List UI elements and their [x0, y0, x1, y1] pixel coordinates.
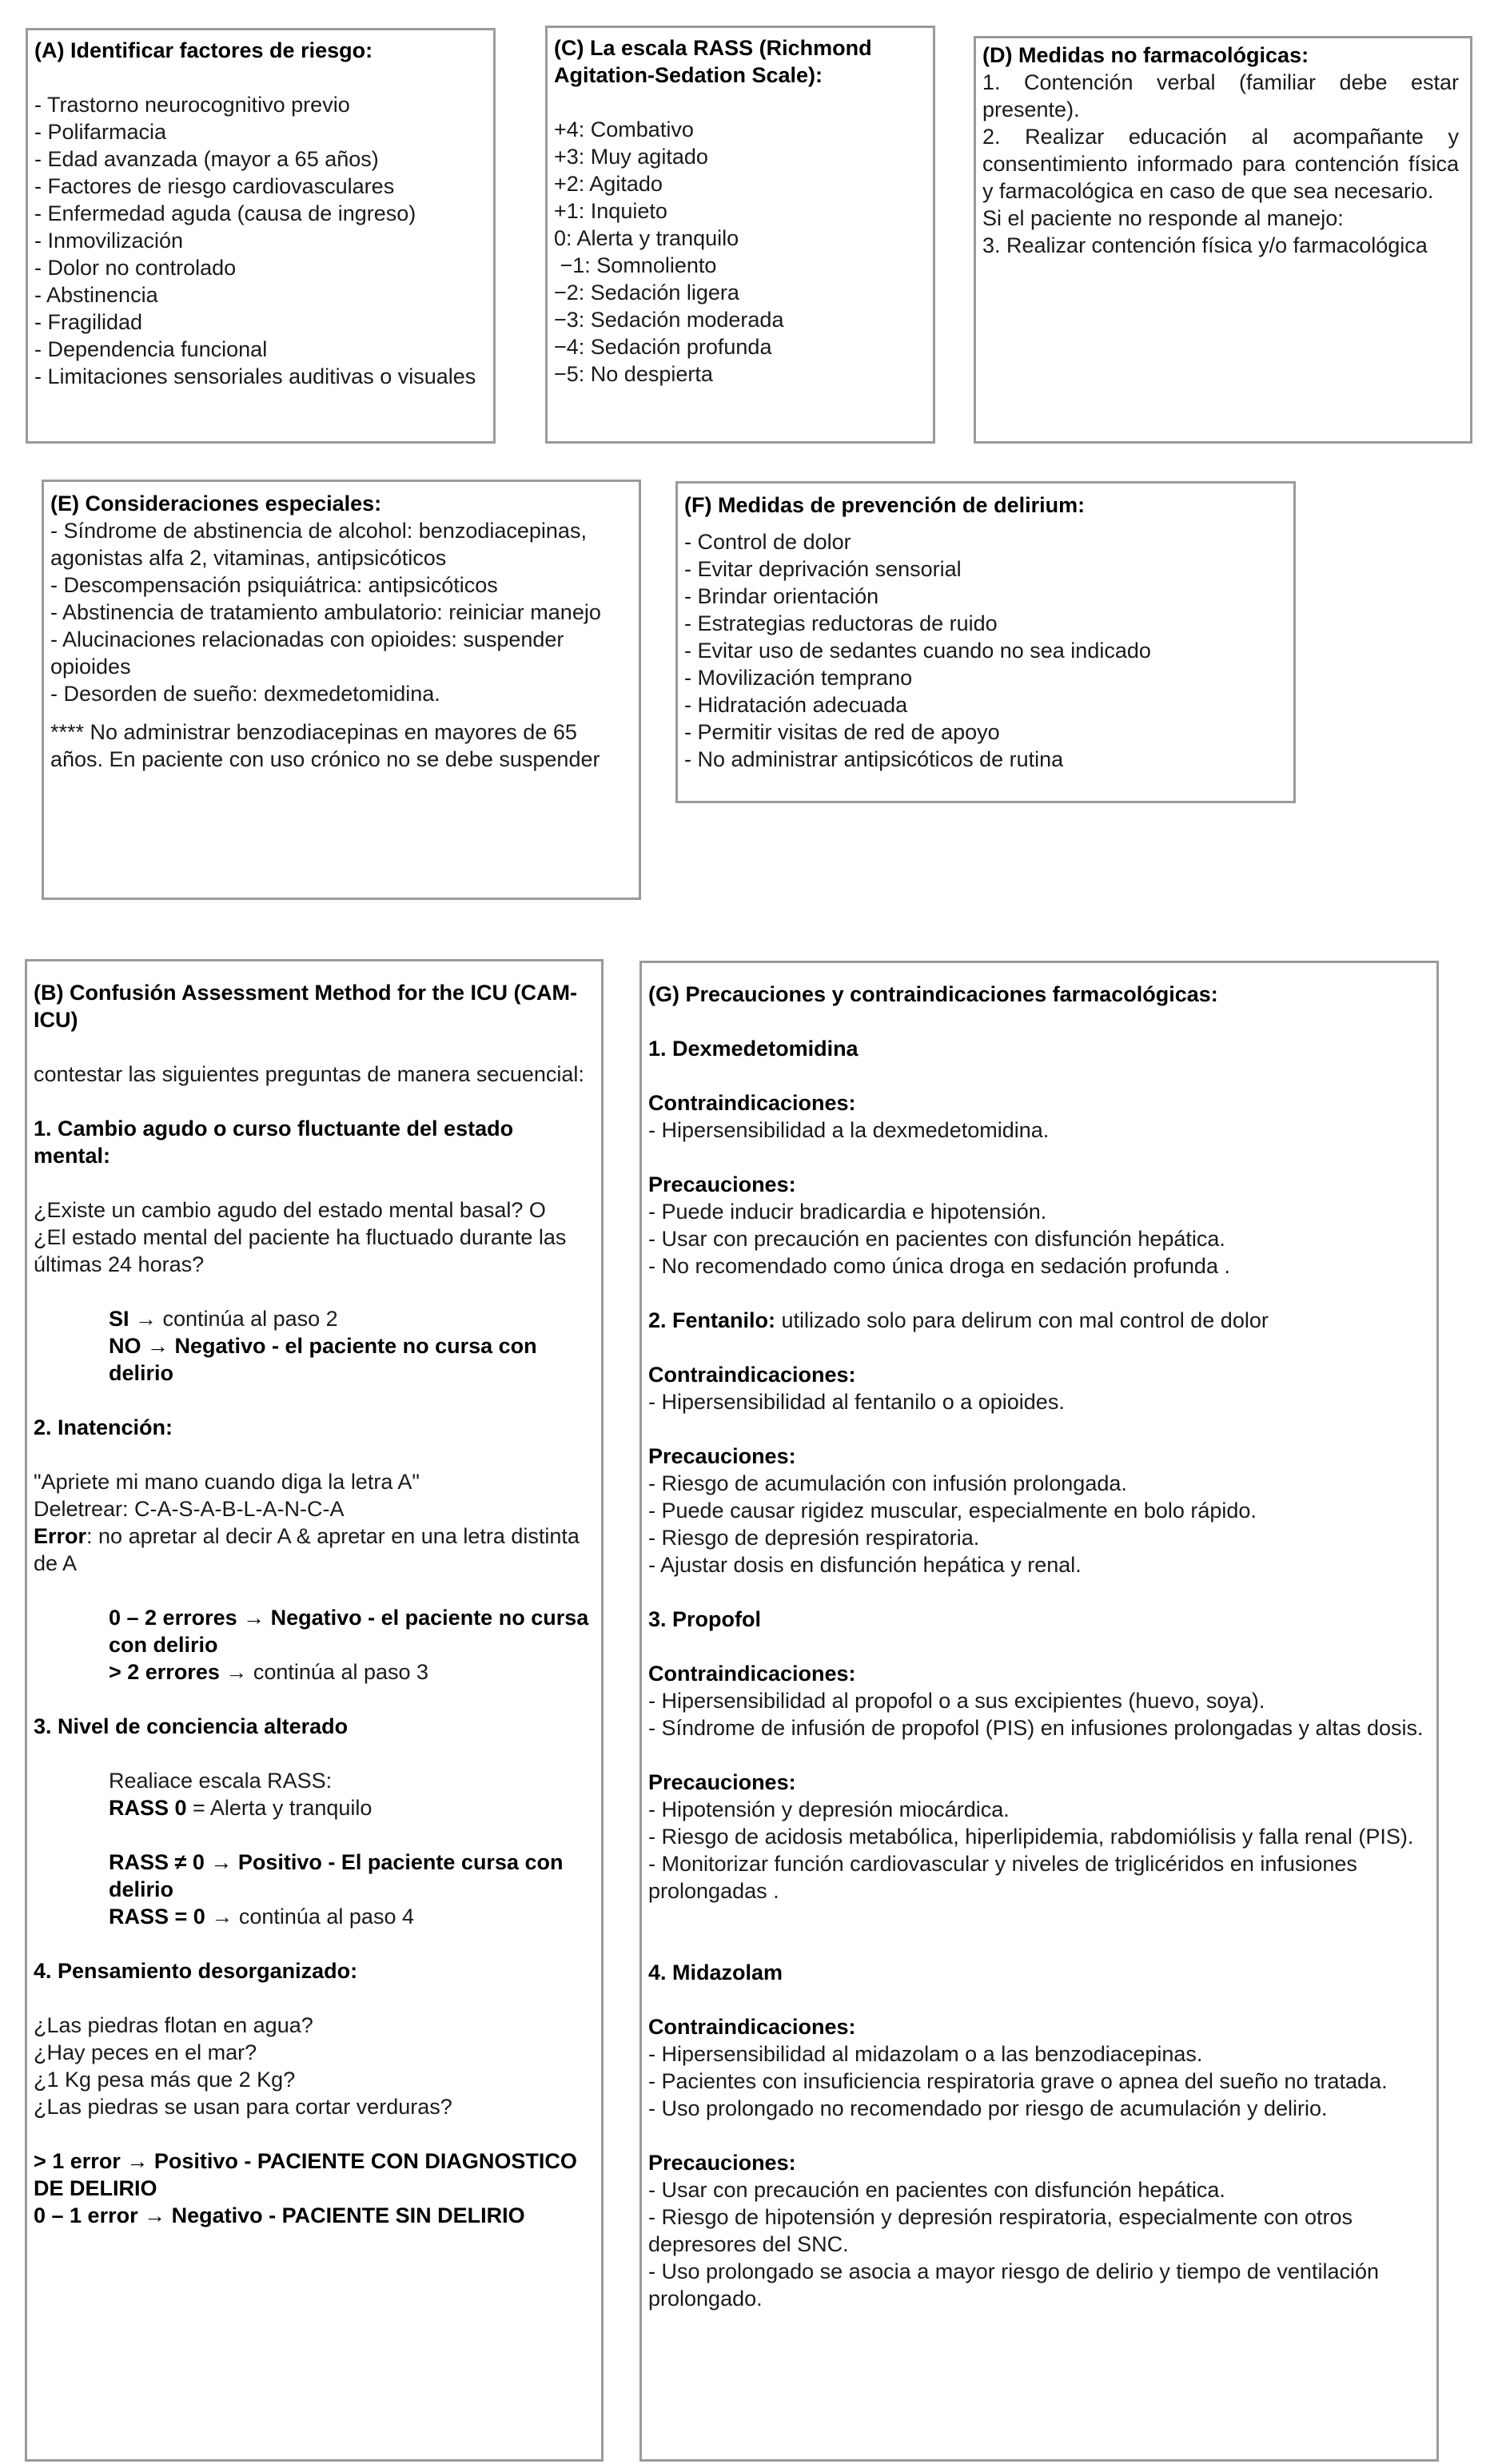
contraindication-item: - Hipersensibilidad a la dexmedetomidina.	[648, 1118, 1050, 1142]
consideration-item: - Desorden de sueño: dexmedetomidina.	[50, 682, 440, 706]
yes-text: → continúa al paso 2	[129, 1307, 338, 1331]
rass-level: −1: Somnoliento	[554, 253, 717, 277]
drug-name: 4. Midazolam	[648, 1960, 783, 1984]
error-text: : no apretar al decir A & apretar en una letra distinta de A	[34, 1524, 580, 1575]
prevention-item: - No administrar antipsicóticos de rutina	[684, 747, 1064, 771]
list-item: - Dependencia funcional	[34, 337, 268, 361]
list-item: - Inmovilización	[34, 229, 184, 253]
prevention-item: - Estrategias reductoras de ruido	[684, 611, 998, 635]
precaution-item: - Hipotensión y depresión miocárdica.	[648, 1797, 1010, 1821]
step4-question: ¿Las piedras flotan en agua?	[34, 2013, 313, 2037]
step1-yes-outcome	[109, 1305, 595, 1332]
precaution-item: - Usar con precaución en pacientes con disfunción hepática.	[648, 2178, 1225, 2202]
risk-factors-title: (A) Identificar factores de riesgo:	[34, 38, 373, 62]
step1-no-outcome: NO → Negativo - el paciente no cursa con delirio	[109, 1334, 537, 1385]
cam-icu-box	[25, 959, 604, 2462]
step3-continue-outcome	[109, 1903, 595, 1930]
step3-instruction: Realiace escala RASS:	[109, 1769, 333, 1793]
prevention-item: - Brindar orientación	[684, 584, 879, 608]
contraindication-item: - Hipersensibilidad al midazolam o a las benzodiacepinas.	[648, 2042, 1203, 2066]
prevention-item: - Evitar uso de sedantes cuando no sea indicado	[684, 639, 1151, 663]
step4-positive-outcome: > 1 error → Positivo - PACIENTE CON DIAGNOSTICO DE DELIRIO	[34, 2149, 577, 2200]
consideration-item: - Síndrome de abstinencia de alcohol: benzodiacepinas, agonistas alfa 2, vitaminas, antipsicóticos	[50, 519, 587, 570]
step4-question: ¿1 Kg pesa más que 2 Kg?	[34, 2068, 296, 2092]
non-pharmacological-box	[974, 36, 1472, 444]
drug-section-dexmedetomidina	[648, 1035, 1430, 1307]
continue-text: → continúa al paso 3	[219, 1660, 429, 1684]
list-item: - Limitaciones sensoriales auditivas o visuales	[34, 364, 476, 388]
rass-level: +2: Agitado	[554, 172, 663, 196]
contraindication-item: - Síndrome de infusión de propofol (PIS) en infusiones prolongadas y altas dosis.	[648, 1716, 1424, 1740]
continue-text: → continúa al paso 4	[205, 1905, 414, 1929]
step2-heading: 2. Inatención:	[34, 1415, 173, 1439]
continue-label: RASS = 0	[109, 1905, 205, 1929]
rass-level: +4: Combativo	[554, 117, 694, 141]
step2-instruction: "Apriete mi mano cuando diga la letra A"	[34, 1470, 420, 1494]
risk-factors-box	[26, 28, 496, 444]
delirium-prevention-box	[675, 481, 1296, 803]
rass0-label: RASS 0	[109, 1796, 187, 1820]
precaution-item: - Riesgo de depresión respiratoria.	[648, 1526, 980, 1550]
consideration-item: - Descompensación psiquiátrica: antipsicóticos	[50, 573, 498, 597]
step2-negative-outcome: 0 – 2 errores → Negativo - el paciente no cursa con delirio	[109, 1606, 589, 1657]
contraindication-item: - Hipersensibilidad al fentanilo o a opioides.	[648, 1390, 1065, 1414]
pharmacological-precautions-title: (G) Precauciones y contraindicaciones farmacológicas:	[648, 982, 1218, 1006]
precaution-item: - Riesgo de acidosis metabólica, hiperlipidemia, rabdomiólisis y falla renal (PIS).	[648, 1825, 1414, 1849]
list-item: - Factores de riesgo cardiovasculares	[34, 174, 395, 198]
precaution-item: - Riesgo de hipotensión y depresión respiratoria, especialmente con otros depresores del SNC.	[648, 2205, 1353, 2256]
contraindication-item: - Uso prolongado no recomendado por riesgo de acumulación y delirio.	[648, 2096, 1328, 2120]
contraindications-label: Contraindicaciones:	[648, 1662, 856, 1686]
precaution-item: - Uso prolongado se asocia a mayor riesgo de delirio y tiempo de ventilación prolongado.	[648, 2259, 1379, 2311]
drug-name: 3. Propofol	[648, 1607, 761, 1631]
contraindications-label: Contraindicaciones:	[648, 1363, 856, 1387]
step4-heading: 4. Pensamiento desorganizado:	[34, 1959, 358, 1983]
step4-question: ¿Las piedras se usan para cortar verduras?	[34, 2095, 452, 2119]
step3-rass0	[109, 1794, 595, 1821]
rass-level: +1: Inquieto	[554, 199, 667, 223]
list-item: - Abstinencia	[34, 283, 158, 307]
drug-name: 1. Dexmedetomidina	[648, 1037, 859, 1061]
contraindication-item: - Hipersensibilidad al propofol o a sus excipientes (huevo, soya).	[648, 1689, 1265, 1713]
contraindications-label: Contraindicaciones:	[648, 2015, 856, 2039]
yes-label: SI	[109, 1307, 129, 1331]
rass-scale-list	[554, 116, 926, 388]
drug-section-midazolam	[648, 1959, 1430, 2312]
step2-error-definition	[34, 1523, 595, 1577]
list-item: - Dolor no controlado	[34, 256, 237, 280]
precautions-label: Precauciones:	[648, 1172, 796, 1196]
rass-level: 0: Alerta y tranquilo	[554, 226, 739, 250]
precaution-item: - Ajustar dosis en disfunción hepática y renal.	[648, 1553, 1082, 1577]
continue-label: > 2 errores	[109, 1660, 220, 1684]
precaution-item: - No recomendado como única droga en sedación profunda .	[648, 1254, 1230, 1278]
consideration-item: - Abstinencia de tratamiento ambulatorio: reiniciar manejo	[50, 600, 601, 624]
list-item: - Enfermedad aguda (causa de ingreso)	[34, 201, 416, 225]
precautions-label: Precauciones:	[648, 1444, 796, 1468]
drug-section-fentanilo	[648, 1307, 1430, 1606]
rass-level: −2: Sedación ligera	[554, 281, 739, 305]
rass0-text: = Alerta y tranquilo	[186, 1796, 373, 1820]
benzodiazepine-note: **** No administrar benzodiacepinas en mayores de 65 años. En paciente con uso crónico no se debe suspender	[50, 720, 600, 771]
list-item: - Edad avanzada (mayor a 65 años)	[34, 147, 379, 171]
special-considerations-title: (E) Consideraciones especiales:	[50, 492, 382, 515]
rass-level: −4: Sedación profunda	[554, 335, 772, 359]
list-item: - Fragilidad	[34, 310, 143, 334]
precaution-item: - Puede causar rigidez muscular, especialmente en bolo rápido.	[648, 1499, 1257, 1523]
list-item: - Polifarmacia	[34, 120, 167, 144]
cam-icu-title: (B) Confusión Assessment Method for the ICU (CAM-ICU)	[34, 981, 577, 1032]
rass-scale-box	[545, 26, 935, 444]
step2-continue-outcome	[109, 1658, 595, 1686]
step1-heading: 1. Cambio agudo o curso fluctuante del estado mental:	[34, 1117, 514, 1168]
rass-level: −3: Sedación moderada	[554, 308, 784, 332]
measure-item: 2. Realizar educación al acompañante y consentimiento informado para contención física y farmacológica en caso de que sea necesario.	[982, 125, 1459, 203]
step1-question: ¿El estado mental del paciente ha fluctuado durante las últimas 24 horas?	[34, 1225, 567, 1276]
cam-icu-intro: contestar las siguientes preguntas de manera secuencial:	[34, 1062, 584, 1086]
prevention-item: - Control de dolor	[684, 530, 851, 554]
drug-note: utilizado solo para delirum con mal control de dolor	[775, 1308, 1269, 1332]
rass-level: +3: Muy agitado	[554, 145, 708, 169]
prevention-item: - Hidratación adecuada	[684, 693, 908, 717]
non-pharmacological-title: (D) Medidas no farmacológicas:	[982, 43, 1309, 67]
rass-level: −5: No despierta	[554, 362, 713, 386]
prevention-item: - Movilización temprano	[684, 666, 913, 690]
precaution-item: - Usar con precaución en pacientes con disfunción hepática.	[648, 1227, 1225, 1251]
measure-item: 1. Contención verbal (familiar debe estar presente).	[982, 70, 1459, 121]
precaution-item: - Monitorizar función cardiovascular y niveles de triglicéridos en infusiones prolongadas .	[648, 1852, 1357, 1903]
rass-scale-title: (C) La escala RASS (Richmond Agitation-Sedation Scale):	[554, 36, 872, 87]
step2-spell: Deletrear: C-A-S-A-B-L-A-N-C-A	[34, 1497, 345, 1521]
prevention-item: - Permitir visitas de red de apoyo	[684, 720, 1000, 744]
drug-heading	[648, 1307, 1430, 1334]
contraindication-item: - Pacientes con insuficiencia respiratoria grave o apnea del sueño no tratada.	[648, 2069, 1388, 2093]
step3-positive-outcome: RASS ≠ 0 → Positivo - El paciente cursa con delirio	[109, 1850, 564, 1901]
precaution-item: - Puede inducir bradicardia e hipotensión.	[648, 1200, 1047, 1224]
precautions-label: Precauciones:	[648, 2151, 796, 2175]
step1-question: ¿Existe un cambio agudo del estado mental basal? O	[34, 1198, 546, 1222]
risk-factors-list	[34, 91, 487, 390]
list-item: - Trastorno neurocognitivo previo	[34, 93, 350, 117]
delirium-prevention-title: (F) Medidas de prevención de delirium:	[684, 493, 1086, 517]
drug-name: 2. Fentanilo:	[648, 1308, 776, 1332]
precaution-item: - Riesgo de acumulación con infusión prolongada.	[648, 1471, 1127, 1495]
step4-question: ¿Hay peces en el mar?	[34, 2040, 257, 2064]
precautions-label: Precauciones:	[648, 1770, 796, 1794]
error-label: Error	[34, 1524, 87, 1548]
contraindications-label: Contraindicaciones:	[648, 1091, 856, 1115]
prevention-item: - Evitar deprivación sensorial	[684, 557, 962, 581]
step3-heading: 3. Nivel de conciencia alterado	[34, 1714, 349, 1738]
consideration-item: - Alucinaciones relacionadas con opioides: suspender opioides	[50, 627, 564, 679]
drug-section-propofol	[648, 1606, 1430, 1959]
measure-item: 3. Realizar contención física y/o farmacológica	[982, 233, 1428, 257]
special-considerations-box	[42, 480, 641, 900]
step4-negative-outcome: 0 – 1 error → Negativo - PACIENTE SIN DELIRIO	[34, 2203, 525, 2227]
measure-condition: Si el paciente no responde al manejo:	[982, 206, 1344, 230]
pharmacological-precautions-box	[639, 961, 1439, 2462]
